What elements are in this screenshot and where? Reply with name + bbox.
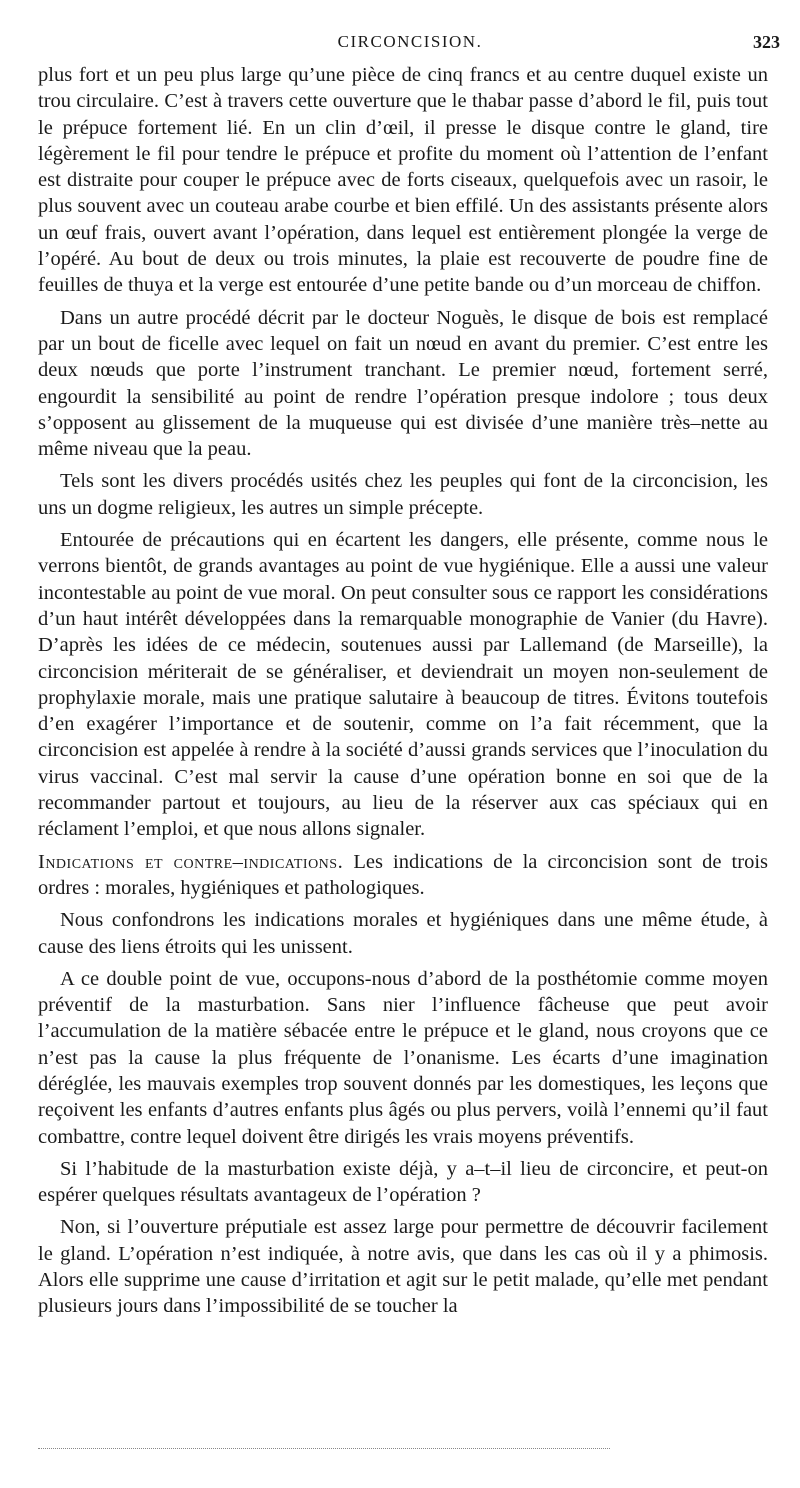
running-title: CIRCONCISION. bbox=[337, 32, 483, 51]
section-paragraph bbox=[38, 849, 768, 902]
paragraph: Entourée de précautions qui en écartent les dangers, elle présente, comme nous le verrons bientôt, de grands avantages au point de vue hygiénique. Elle a aussi une valeur incontestable au point de vue moral. On peut consulter sous ce rapport les considérations d’un haut intérêt développées dans la remarquable monographie de Vanier (du Havre). D’après les idées de ce médecin, soutenues aussi par Lallemand (de Marseille), la circoncision mériterait de se généraliser, et deviendrait un moyen non-seulement de prophylaxie morale, mais une pratique salutaire à beaucoup de titres. Évitons toutefois d’en exagérer l’importance et de soutenir, comme on l’a fait récemment, que la circoncision est appelée à rendre à la société d’aussi grands services que l’inoculation du virus vaccinal. C’est mal servir la cause d’une opération bonne en soi que de la recommander partout et toujours, au lieu de la réserver aux cas spéciaux qui en réclament l’emploi, et que nous allons signaler. bbox=[38, 529, 768, 841]
paragraph: Dans un autre procédé décrit par le docteur Noguès, le disque de bois est remplacé par un bout de ficelle avec lequel on fait un nœud en avant du premier. C’est entre les deux nœuds que porte l’instrument tranchant. Le premier nœud, fortement serré, engourdit la sensibilité au point de rendre l’opération presque indolore ; tous deux s’opposent au glissement de la muqueuse qui est divisée d’une manière très–nette au même niveau que la peau. bbox=[38, 306, 768, 461]
section-heading: Indications et contre–indications. bbox=[38, 850, 344, 873]
paragraph: Tels sont les divers procédés usités chez les peuples qui font de la circoncision, les uns un dogme religieux, les autres un simple précepte. bbox=[38, 470, 768, 519]
body-text bbox=[38, 62, 768, 1326]
page-number: 323 bbox=[753, 32, 780, 52]
paragraph: Non, si l’ouverture préputiale est assez large pour permettre de découvrir facilement le gland. L’opération n’est indiquée, à notre avis, que dans les cas où il y a phimosis. Alors elle supprime une cause d’irritation et agit sur le petit malade, qu’elle met pendant plusieurs jours dans l’impossibilité de se toucher la bbox=[38, 1216, 768, 1318]
paragraph: Si l’habitude de la masturbation existe déjà, y a–t–il lieu de circoncire, et peut-on espérer quelques résultats avantageux de l’opération ? bbox=[38, 1157, 768, 1207]
paragraph: Nous confondrons les indications morales et hygiéniques dans une même étude, à cause des liens étroits qui les unissent. bbox=[38, 909, 768, 958]
paragraph: plus fort et un peu plus large qu’une pièce de cinq francs et au centre duquel existe un trou circulaire. C’est à travers cette ouverture que le thabar passe d’abord le fil, puis tout le prépuce fortement lié. En un clin d’œil, il presse le disque contre le gland, tire légèrement le fil pour tendre le prépuce et profite du moment où l’attention de l’enfant est distraite pour couper le prépuce avec de forts ciseaux, quelquefois avec un rasoir, le plus souvent avec un couteau arabe courbe et bien effilé. Un des assistants présente alors un œuf frais, ouvert avant l’opération, dans lequel est entièrement plongée la verge de l’opéré. Au bout de deux ou trois minutes, la plaie est recouverte de poudre fine de feuilles de thuya et la verge est entourée d’une petite bande ou d’un morceau de chiffon. bbox=[38, 64, 768, 297]
running-head bbox=[38, 32, 782, 56]
paragraph: A ce double point de vue, occupons-nous d’abord de la posthétomie comme moyen préventif de la masturbation. Sans nier l’influence fâcheuse que peut avoir l’accumulation de la matière sébacée entre le prépuce et le gland, nous croyons que ce n’est pas la cause la plus fréquente de l’onanisme. Les écarts d’une imagination déréglée, les mauvais exemples trop souvent donnés par les domestiques, les leçons que reçoivent les enfants d’autres enfants plus âgés ou plus pervers, voilà l’ennemi qu’il faut combattre, contre lequel doivent être dirigés les vrais moyens préventifs. bbox=[38, 967, 768, 1148]
section-text: Les indications de la circoncision sont de trois ordres : morales, hygiéniques et pathologiques. bbox=[38, 850, 768, 899]
footer-dotted-rule bbox=[38, 1448, 610, 1449]
